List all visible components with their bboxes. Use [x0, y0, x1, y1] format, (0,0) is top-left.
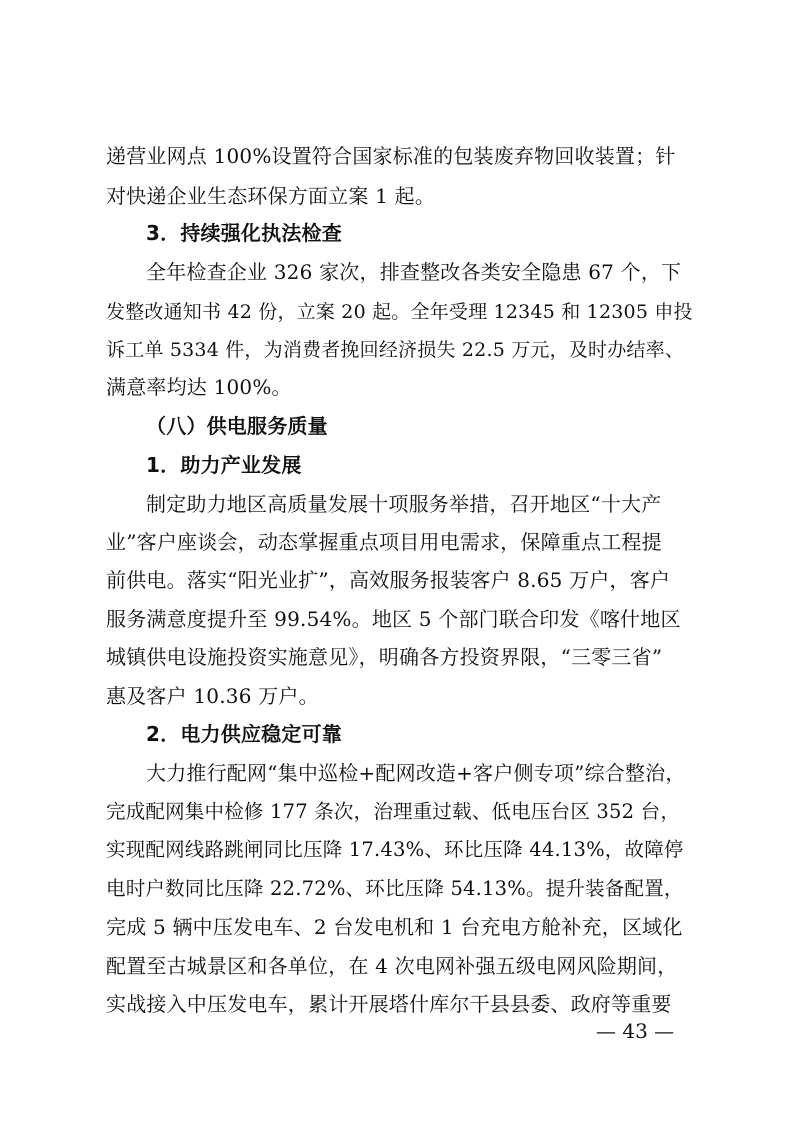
paragraph-line: 惠及客户 10.36 万户。	[106, 684, 319, 708]
paragraph-line: 实现配网线路跳闸同比压降 17.43%、环比压降 44.13%，故障停	[106, 838, 684, 861]
paragraph-line: 电时户数同比压降 22.72%、环比压降 54.13%。提升装备配置，	[106, 877, 684, 900]
paragraph-line: 实战接入中压发电车，累计开展塔什库尔干县县委、政府等重要	[106, 992, 672, 1016]
chapter-heading: （八）供电服务质量	[146, 414, 328, 438]
paragraph-line: 诉工单 5334 件，为消费者挽回经济损失 22.5 万元，及时办结率、	[106, 339, 685, 361]
paragraph-line: 对快递企业生态环保方面立案 1 起。	[106, 184, 436, 208]
paragraph-line: 服务满意度提升至 99.54%。地区 5 个部门联合印发《喀什地区	[106, 607, 681, 631]
paragraph-line: 完成配网集中检修 177 条次，治理重过载、低电压台区 352 台，	[106, 800, 681, 823]
paragraph-line: 递营业网点 100%设置符合国家标准的包装废弃物回收装置；针	[106, 144, 676, 168]
paragraph-line: 业”客户座谈会，动态掌握重点项目用电需求，保障重点工程提	[106, 530, 662, 554]
paragraph-line: 完成 5 辆中压发电车、2 台发电机和 1 台充电方舱补充，区域化	[106, 915, 683, 939]
paragraph-line: 全年检查企业 326 家次，排查整改各类安全隐患 67 个，下	[146, 260, 682, 284]
paragraph-line: 满意率均达 100%。	[106, 375, 292, 399]
paragraph-line: 制定助力地区高质量发展十项服务举措，召开地区“十大产	[146, 492, 662, 516]
page-number: — 43 —	[596, 1019, 675, 1043]
paragraph-line: 大力推行配网“集中巡检+配网改造+客户侧专项”综合整治，	[146, 761, 686, 785]
section-heading: 1．助力产业发展	[146, 453, 302, 477]
section-heading: 3．持续强化执法检查	[146, 221, 342, 245]
paragraph-line: 城镇供电设施投资实施意见》，明确各方投资界限，“三零三省”	[106, 645, 663, 669]
paragraph-line: 前供电。落实“阳光业扩”，高效服务报装客户 8.65 万户，客户	[106, 568, 671, 592]
section-heading: 2．电力供应稳定可靠	[146, 722, 342, 746]
paragraph-line: 发整改通知书 42 份，立案 20 起。全年受理 12345 和 12305 申投	[106, 301, 693, 323]
paragraph-line: 配置至古城景区和各单位，在 4 次电网补强五级电网风险期间，	[106, 954, 678, 978]
